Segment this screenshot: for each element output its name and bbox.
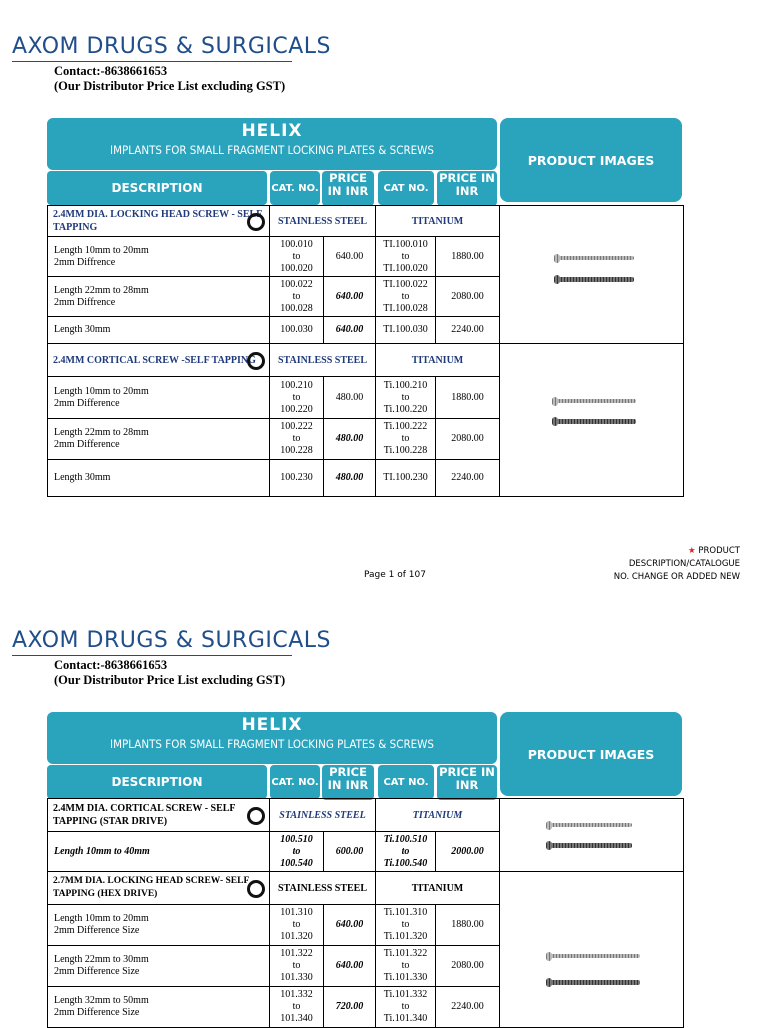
stainless-steel-label: STAINLESS STEEL (270, 799, 376, 832)
contact-line (54, 658, 285, 688)
banner-subtitle: IMPLANTS FOR SMALL FRAGMENT LOCKING PLATES & SCREWS (110, 143, 434, 157)
contact-line (54, 64, 285, 94)
table-row: Length 10mm to 40mm 100.510 to 100.540 600.00 Ti.100.510 to Ti.100.540 2000.00 (48, 832, 684, 872)
screw-image (556, 399, 636, 403)
company-underline (12, 61, 292, 62)
price-list-note: (Our Distributor Price List excluding GST) (54, 673, 286, 687)
screw-image (556, 419, 636, 424)
product-image-cell (500, 799, 684, 872)
section-title: 2.4MM CORTICAL SCREW -SELF TAPPING (48, 344, 270, 377)
titanium-label: TITANIUM (376, 872, 500, 905)
price-header-ss: PRICE IN INR (322, 765, 374, 800)
product-image-cell (500, 872, 684, 1028)
titanium-label: TITANIUM (376, 206, 500, 237)
table-row: Length 22mm to 28mm 2mm Difference 100.222 to 100.228 480.00 Ti.100.222 to Ti.100.228 2080.00 (48, 419, 684, 460)
table-row: Length 10mm to 20mm 2mm Diffrence 100.010 to 100.020 640.00 TI.100.010 to TI.100.020 1880.00 (48, 237, 684, 277)
helix-logo: HELIX (241, 121, 303, 141)
product-image-cell (500, 206, 684, 344)
product-image-cell (500, 344, 684, 497)
cat-no-header-ss: CAT. NO. (270, 171, 320, 205)
titanium-label: TITANIUM (376, 344, 500, 377)
company-underline (12, 655, 292, 656)
section-header-row (48, 344, 684, 377)
price-header-ss: PRICE IN INR (322, 171, 374, 206)
helix-banner (47, 712, 497, 764)
screw-image (558, 256, 634, 260)
page-number: Page 1 of 107 (364, 570, 426, 580)
screw-image (550, 823, 632, 827)
price-table-page2 (47, 798, 684, 1028)
section-title: 2.4MM DIA. CORTICAL SCREW - SELF TAPPING (STAR DRIVE) (48, 799, 270, 832)
table-row: Length 22mm to 30mm 2mm Difference Size 101.322 to 101.330 640.00 Ti.101.322 to Ti.101.330 2080.00 (48, 946, 684, 987)
stainless-steel-label: STAINLESS STEEL (270, 344, 376, 377)
screw-image (550, 980, 640, 985)
contact-number: Contact:-8638661653 (54, 658, 168, 672)
section-title: 2.7MM DIA. LOCKING HEAD SCREW- SELF TAPPING (HEX DRIVE) (48, 872, 270, 905)
stainless-steel-label: STAINLESS STEEL (270, 206, 376, 237)
company-name: AXOM DRUGS & SURGICALS (12, 628, 332, 653)
product-images-header: PRODUCT IMAGES (500, 712, 682, 796)
price-header-ti: PRICE IN INR (437, 765, 497, 800)
helix-logo: HELIX (241, 715, 303, 735)
screw-image (550, 843, 632, 848)
screw-head-icon (247, 352, 265, 370)
cat-no-header-ti: CAT NO. (378, 765, 434, 799)
section-header-row (48, 799, 684, 832)
section-header-row (48, 872, 684, 905)
company-name: AXOM DRUGS & SURGICALS (12, 34, 332, 59)
change-legend: ★ PRODUCT DESCRIPTION/CATALOGUE NO. CHANGE OR ADDED NEW (613, 546, 740, 582)
screw-head-icon (247, 807, 265, 825)
helix-banner (47, 118, 497, 170)
screw-image (558, 277, 634, 282)
screw-head-icon (247, 880, 265, 898)
description-header: DESCRIPTION (47, 765, 267, 799)
screw-head-icon (247, 213, 265, 231)
section-header-row (48, 206, 684, 237)
product-images-header: PRODUCT IMAGES (500, 118, 682, 202)
table-row: Length 30mm 100.230 480.00 TI.100.230 2240.00 (48, 460, 684, 497)
cat-no-header-ti: CAT NO. (378, 171, 434, 205)
screw-image (550, 954, 640, 958)
table-row: Length 32mm to 50mm 2mm Difference Size 101.332 to 101.340 720.00 Ti.101.332 to Ti.101.340 2240.00 (48, 987, 684, 1028)
banner-subtitle: IMPLANTS FOR SMALL FRAGMENT LOCKING PLATES & SCREWS (110, 737, 434, 751)
contact-number: Contact:-8638661653 (54, 64, 168, 78)
cat-no-header-ss: CAT. NO. (270, 765, 320, 799)
description-header: DESCRIPTION (47, 171, 267, 205)
titanium-label: TITANIUM (376, 799, 500, 832)
price-header-ti: PRICE IN INR (437, 171, 497, 206)
table-row: Length 10mm to 20mm 2mm Difference Size 101.310 to 101.320 640.00 Ti.101.310 to Ti.101.320 1880.00 (48, 905, 684, 946)
red-star-icon: ★ (688, 546, 696, 556)
table-row: Length 10mm to 20mm 2mm Difference 100.210 to 100.220 480.00 Ti.100.210 to Ti.100.220 1880.00 (48, 377, 684, 419)
price-list-note: (Our Distributor Price List excluding GST) (54, 79, 286, 93)
price-table-page1 (47, 205, 684, 497)
stainless-steel-label: STAINLESS STEEL (270, 872, 376, 905)
section-title: 2.4MM DIA. LOCKING HEAD SCREW - SELF TAPPING (48, 206, 270, 237)
table-row: Length 22mm to 28mm 2mm Diffrence 100.022 to 100.028 640.00 TI.100.022 to TI.100.028 2080.00 (48, 277, 684, 317)
table-row: Length 30mm 100.030 640.00 TI.100.030 2240.00 (48, 317, 684, 344)
